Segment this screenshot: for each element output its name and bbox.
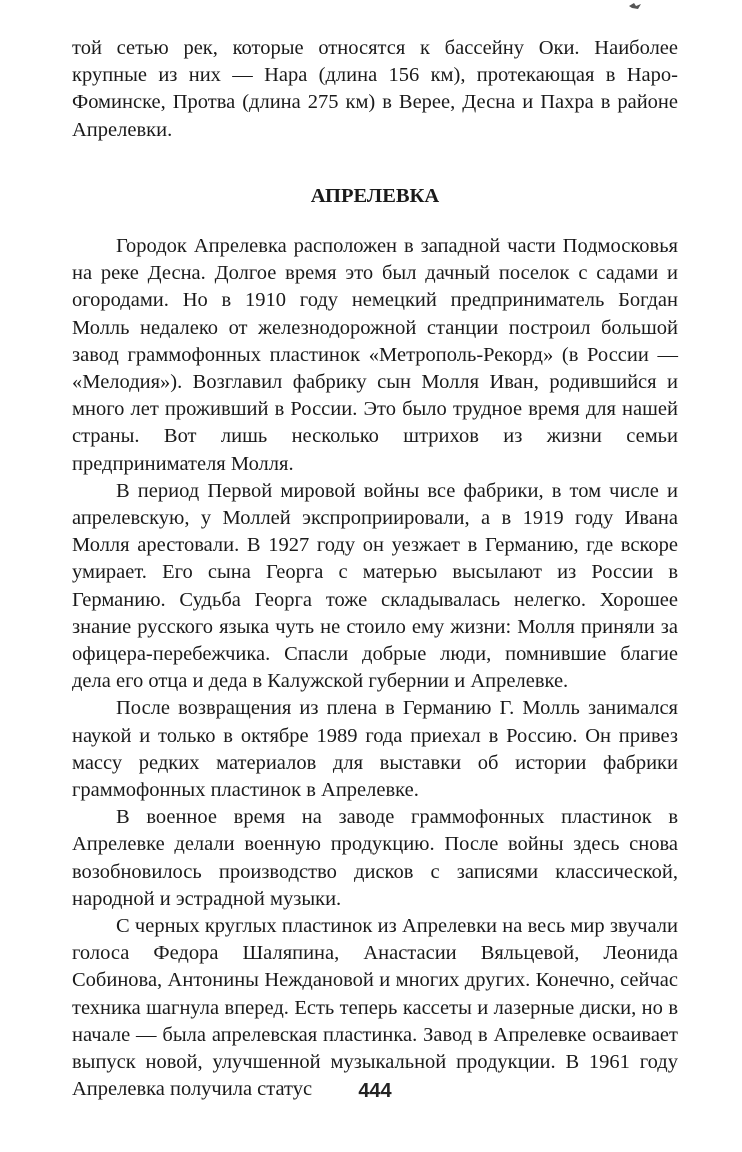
top-text-block [72,35,678,144]
paragraph-4: В военное время на заводе граммофонных пластинок в Апрелевке делали военную продукцию. После войны здесь снова возобновилось производство дисков с записями классической, народной и эстрадной музыки. [72,806,678,910]
continued-paragraph: той сетью рек, которые относятся к бассейну Оки. Наиболее крупные из них — Нара (длина 156 км), протекающая в Наро-Фоминске, Протва (длина 275 км) в Верее, Десна и Пахра в районе Апрелевки. [72,37,678,141]
paragraph-2: В период Первой мировой войны все фабрики, в том числе и апрелевскую, у Моллей экспроприировали, а в 1919 году Ивана Молля арестовали. В 1927 году он уезжает в Германию, где вскоре умирает. Его сына Георга с матерью высылают из России в Германию. Судьба Георга тоже складывалась нелегко. Хорошее знание русского языка чуть не стоило ему жизни: Молля приняли за офицера-перебежчика. Спасли добрые люди, помнившие благие дела его отца и деда в Калужской губернии и Апрелевке. [72,479,678,693]
page-number: 444 [358,1080,392,1102]
section-heading: АПРЕЛЕВКА [310,185,440,207]
paragraph-5: С черных круглых пластинок из Апрелевки на весь мир звучали голоса Федора Шаляпина, Анастасии Вяльцевой, Леонида Собинова, Антонины Неждановой и многих других. Конечно, сейчас техника шагнула вперед. Есть теперь кассеты и лазерные диски, но в начале — была апрелевская пластинка. Завод в Апрелевке осваивает выпуск новой, улучшенной музыкальной продукции. В 1961 году Апрелевка получила статус [72,915,678,1101]
scan-artifact-mark [628,2,642,10]
paragraph-1: Городок Апрелевка расположен в западной части Подмосковья на реке Десна. Долгое время это был дачный поселок с садами и огородами. Но в 1910 году немецкий предприниматель Богдан Молль недалеко от железнодорожной станции построил большой завод граммофонных пластинок «Метрополь-Рекорд» (в России — «Мелодия»). Возглавил фабрику сын Молля Иван, родившийся и много лет проживший в России. Это было трудное время для нашей страны. Вот лишь несколько штрихов из жизни семьи предпринимателя Молля. [72,235,678,475]
body-text-block [72,233,678,1104]
paragraph-3: После возвращения из плена в Германию Г. Молль занимался наукой и только в октябре 1989 года приехал в Россию. Он привез массу редких материалов для выставки об истории фабрики граммофонных пластинок в Апрелевке. [72,697,678,802]
